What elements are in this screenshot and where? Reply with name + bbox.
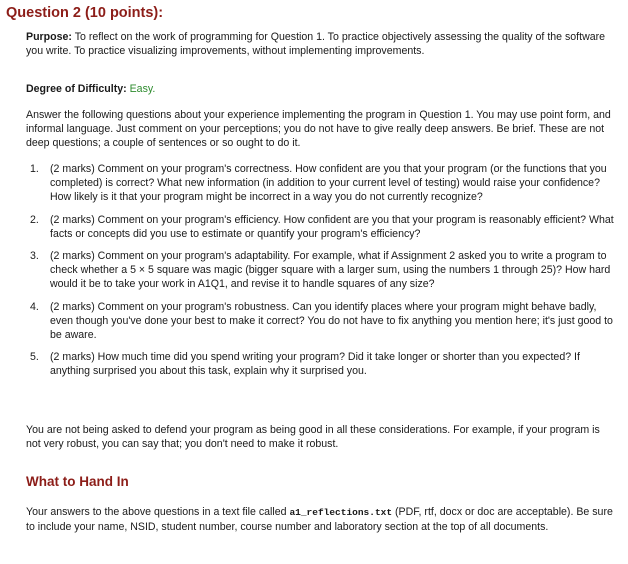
purpose-label: Purpose: xyxy=(26,31,72,43)
questions-list xyxy=(26,162,616,379)
closing-paragraph: You are not being asked to defend your program as being good in all these considerations. For example, if your program is not very robust, you can say that; you don't need to make it robust. xyxy=(26,424,600,451)
filename: a1_reflections.txt xyxy=(289,507,393,518)
question-number: 3. xyxy=(30,250,39,263)
question-text: (2 marks) Comment on your program's efficiency. How confident are you that your program is reasonably efficient? What facts or concepts did you use to estimate or quantify your program's efficiency? xyxy=(50,213,614,240)
question-text: (2 marks) Comment on your program's robustness. Can you identify places where your program might behave badly, even though you've done your best to make it correct? You do not have to fix anything you mention here; it's just good to be aware. xyxy=(50,300,613,342)
hand-in-heading: What to Hand In xyxy=(26,474,129,489)
question-number: 5. xyxy=(30,351,39,364)
question-number: 4. xyxy=(30,300,39,313)
question-number: 1. xyxy=(30,163,39,175)
intro-paragraph: Answer the following questions about your experience implementing the program in Question 1. You may use point form, and informal language. Just comment on your perceptions; you do not have to give really deep answers. Be brief. These are not deep questions; a couple of sentences or so ought to do it. xyxy=(26,109,611,150)
list-item xyxy=(26,162,616,205)
hand-in-text-after: (PDF, rtf, docx or doc are acceptable). Be sure to include your name, NSID, student number, course number and laboratory section at the top of all documents. xyxy=(26,506,613,534)
question-text: (2 marks) Comment on your program's adaptability. For example, what if Assignment 2 asked you to write a program to check whether a 5 × 5 square was magic (bigger square with a larger sum, using the numbers 1 through 25)? How hard would it be to take your work in A1Q1, and revise it to handle squares of any size? xyxy=(50,250,611,291)
purpose-text: To reflect on the work of programming for Question 1. To practice objectively assessing the quality of the software you write. To practice visualizing improvements, without implementing improvements. xyxy=(26,31,606,58)
purpose-paragraph xyxy=(26,30,614,58)
question-number: 2. xyxy=(30,213,39,226)
list-item xyxy=(26,350,616,378)
list-item xyxy=(26,300,616,343)
question-title: Question 2 (10 points): xyxy=(6,5,164,21)
difficulty-value: Easy. xyxy=(129,83,156,95)
hand-in-paragraph xyxy=(26,505,616,534)
difficulty-label: Degree of Difficulty: xyxy=(26,83,127,95)
difficulty-line xyxy=(26,82,155,96)
question-text: (2 marks) How much time did you spend writing your program? Did it take longer or shorter than you expected? If anything surprised you about this task, explain why it surprised you. xyxy=(50,351,580,378)
list-item xyxy=(26,249,616,292)
question-text: (2 marks) Comment on your program's correctness. How confident are you that your program (or the functions that you completed) is correct? What new information (in addition to your current level of testing) would raise your confidence? How likely is it that your program might be incorrect in a way you do not currently recognize? xyxy=(50,163,607,204)
hand-in-text-before: Your answers to the above questions in a text file called xyxy=(26,506,290,518)
list-item xyxy=(26,213,616,241)
